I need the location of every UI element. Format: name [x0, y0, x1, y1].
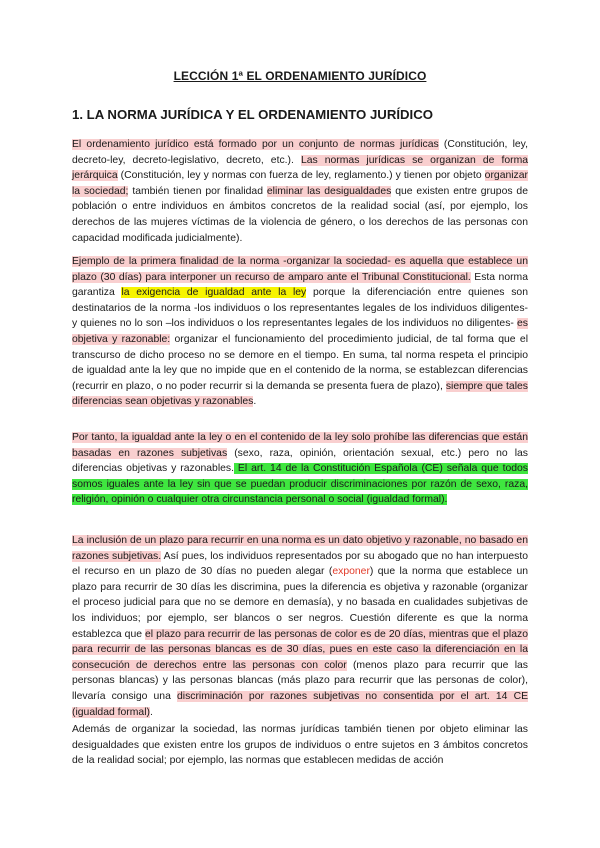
text-run: Así pues, los individuos representados por su abogado que no han interpuesto el recurso en un plazo de 30 días no pueden alegar (	[72, 550, 528, 578]
paragraph-4	[72, 533, 528, 720]
text-run: Además de organizar la sociedad, las normas jurídicas también tienen por objeto eliminar las desigualdades que existen entre los grupos de individuos o entre sujetos en 3 ámbitos concretos de la realidad social; por ejemplo, las normas que establecen medidas de acción	[72, 724, 528, 767]
paragraph-5	[72, 722, 528, 769]
text-run: (Constitución, ley, decreto-ley, decreto-legislativo, decreto, etc.).	[72, 139, 528, 166]
paragraph-3	[72, 430, 528, 508]
highlight: La inclusión de un plazo para recurrir en una norma es un dato objetivo y razonable, no basado en razones subjetivas.	[72, 535, 528, 562]
highlight: organizar la sociedad;	[72, 170, 528, 197]
text-run: .	[149, 706, 153, 718]
text-run: Esta norma garantiza	[72, 271, 528, 299]
text-run: .	[253, 396, 257, 408]
text-run: (sexo, raza, opinión, orientación sexual, etc.) pero no las diferencias objetivas y razonables.	[72, 447, 528, 475]
highlight: Por tanto, la igualdad ante la ley o en el contenido de la ley solo prohíbe las diferencias que están basadas en razones subjetivas	[72, 432, 528, 459]
text-run: ) que la norma que establece un plazo para recurrir de 30 días les discrimina, pues la diferencia es objetiva y razonable (organizar el proceso judicial para que no se demore en demasía), y no basada en cualidades subjetivas de los individuos; por ejemplo, ser blancos o ser negros. Cuestión diferente es que la norma establezca que	[72, 566, 528, 640]
highlight: eliminar las desigualdades	[266, 185, 392, 197]
paragraph-2	[72, 254, 528, 410]
text-run: organizar el funcionamiento del procedimiento judicial, de tal forma que el transcurso de dicho proceso no se demore en el tiempo. En suma, tal norma respeta el principio de igualdad ante la ley que no impide que en el contenido de la norma, se establezcan diferencias (recurrir en plazo, o no poder recurrir si la demanda se presenta fuera de plazo),	[72, 333, 529, 392]
highlight: Ejemplo de la primera finalidad de la norma -organizar la sociedad- es aquella que establece un plazo (30 días) para interponer un recurso de amparo ante el Tribunal Constitucional.	[72, 256, 528, 283]
text-run: que existen entre grupos de población o entre individuos en ámbitos concretos de la realidad social (así, por ejemplo, los derechos de las mujeres víctimas de la violencia de género, o los derechos de las personas con capacidad modificada judicialmente).	[72, 185, 528, 244]
text-run: porque la diferenciación entre quienes son destinatarios de la norma -los individuos o los representantes legales de los individuos diligentes- y quienes no lo son –los individuos o los representantes legales de los individuos no diligentes-	[72, 287, 528, 330]
text-run: también tienen por finalidad	[128, 185, 267, 197]
highlight: Las normas jurídicas se organizan de forma jerárquica	[72, 154, 529, 182]
red-text: exponer	[332, 566, 370, 578]
highlight: discriminación por razones subjetivas no consentida por el art. 14 CE (igualdad formal)	[72, 690, 529, 718]
section-title: 1. LA NORMA JURÍDICA Y EL ORDENAMIENTO JURÍDICO	[72, 107, 433, 122]
highlight: el plazo para recurrir de las personas de color es de 20 días, mientras que el plazo para recurrir de las personas blancas es de 30 días, pues en este caso la diferenciación en la consecución de derechos entre las personas con color	[72, 628, 528, 671]
text-run: (menos plazo para recurrir que las personas blancas) y las personas blancas (más plazo para recurrir que las personas de color), llevaría consigo una	[72, 659, 528, 702]
highlight: El ordenamiento jurídico está formado por un conjunto de normas jurídicas	[72, 139, 439, 150]
paragraph-1	[72, 137, 528, 246]
text-run: (Constitución, ley y normas con fuerza de ley, reglamento.) y tienen por objeto	[117, 170, 485, 182]
highlight: es objetiva y razonable:	[72, 318, 528, 345]
highlight: El art. 14 de la Constitución Española (CE) señala que todos somos iguales ante la ley sin que se puedan producir discriminaciones por razón de sexo, raza, religión, opinión o cualquier otra circunstancia personal o social (igualdad formal).	[72, 463, 528, 506]
highlight: siempre que tales diferencias sean objetivas y razonables	[72, 380, 528, 408]
highlight: la exigencia de igualdad ante la ley	[121, 287, 307, 299]
lesson-title: LECCIÓN 1ª EL ORDENAMIENTO JURÍDICO	[173, 69, 427, 83]
